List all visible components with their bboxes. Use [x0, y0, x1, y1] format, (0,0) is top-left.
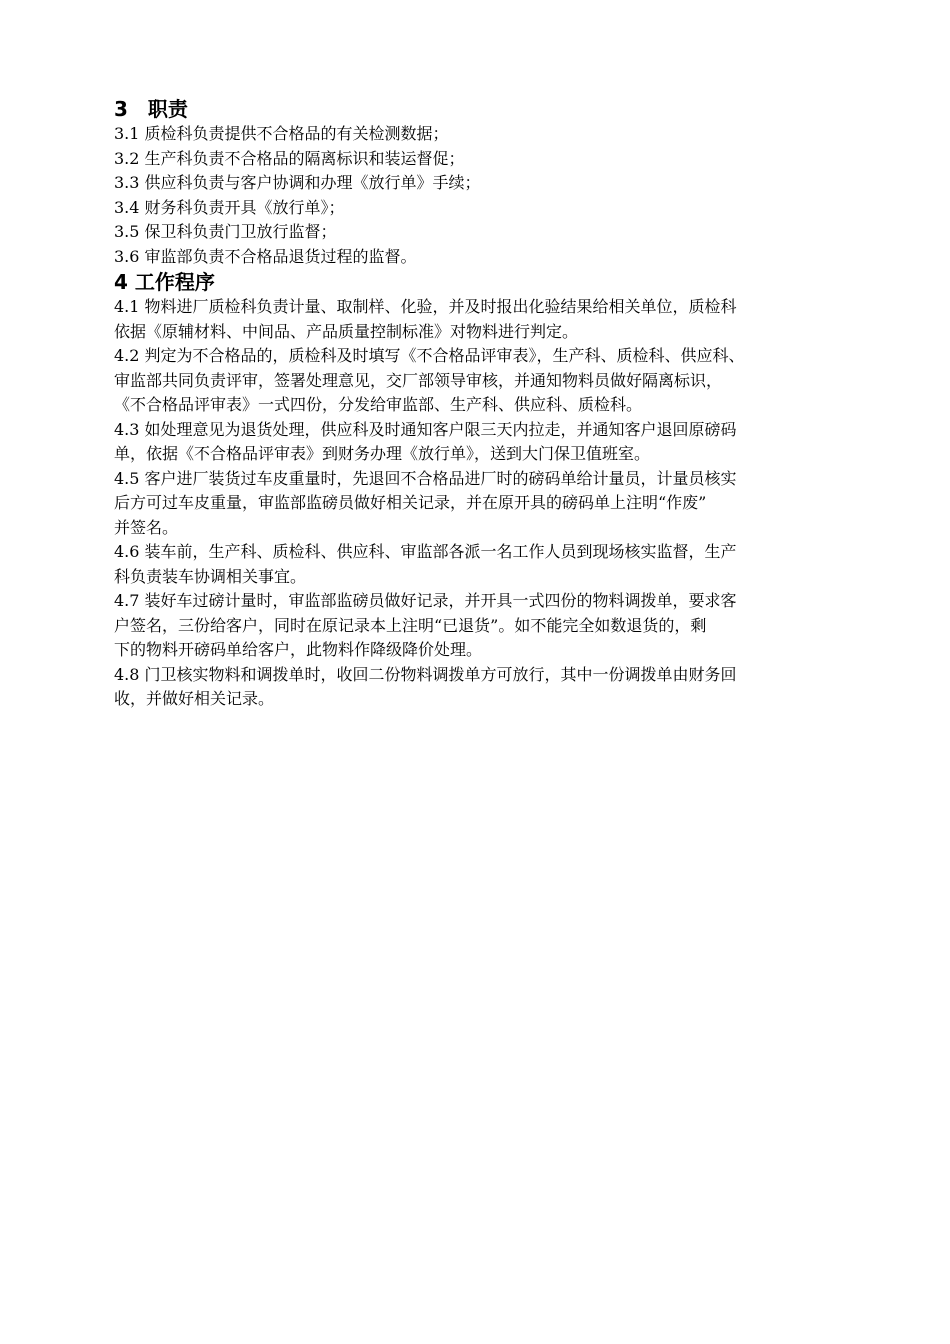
text-line: 审监部共同负责评审，签署处理意见，交厂部领导审核，并通知物料员做好隔离标识， — [114, 370, 723, 390]
text-line: 3.3 供应科负责与客户协调和办理《放行单》手续； — [114, 173, 481, 192]
text-line: 4.8 门卫核实物料和调拨单时，收回二份物料调拨单方可放行，其中一份调拨单由财务回 — [114, 664, 737, 684]
text-line: 4.2 判定为不合格品的，质检科及时填写《不合格品评审表》，生产科、质检科、供应科、 — [114, 346, 745, 365]
section-heading: 3 职责 — [114, 97, 188, 121]
text-line: 4.7 装好车过磅计量时，审监部监磅员做好记录，并开具一式四份的物料调拨单，要求客 — [114, 591, 737, 610]
section-responsibilities — [114, 96, 874, 269]
text-line: 4.3 如处理意见为退货处理，供应科及时通知客户限三天内拉走，并通知客户退回原磅码 — [114, 419, 737, 439]
text-line: 收，并做好相关记录。 — [114, 689, 275, 708]
section-work-procedure — [114, 269, 874, 712]
section-heading: 4 工作程序 — [114, 270, 215, 294]
text-line: 下的物料开磅码单给客户，此物料作降级降价处理。 — [114, 640, 483, 659]
text-line: 后方可过车皮重量，审监部监磅员做好相关记录，并在原开具的磅码单上注明“作废” — [114, 493, 707, 512]
text-line: 科负责装车协调相关事宜。 — [114, 566, 307, 586]
text-line: 3.5 保卫科负责门卫放行监督； — [114, 222, 337, 241]
text-line: 单，依据《不合格品评审表》到财务办理《放行单》，送到大门保卫值班室。 — [114, 444, 651, 463]
text-line: 并签名。 — [114, 517, 179, 537]
text-line: 3.1 质检科负责提供不合格品的有关检测数据； — [114, 124, 449, 143]
text-line: 4.6 装车前，生产科、质检科、供应科、审监部各派一名工作人员到现场核实监督，生产 — [114, 542, 737, 561]
text-line: 4.5 客户进厂装货过车皮重量时，先退回不合格品进厂时的磅码单给计量员，计量员核实 — [114, 468, 737, 488]
document-body — [114, 96, 874, 712]
text-line: 4.1 物料进厂质检科负责计量、取制样、化验，并及时报出化验结果给相关单位，质检科 — [114, 297, 737, 316]
text-line: 户签名，三份给客户，同时在原记录本上注明“已退货”。如不能完全如数退货的，剩 — [114, 615, 707, 635]
text-line: 3.4 财务科负责开具《放行单》； — [114, 197, 345, 217]
text-line: 3.6 审监部负责不合格品退货过程的监督。 — [114, 246, 417, 266]
text-line: 《不合格品评审表》一式四份，分发给审监部、生产科、供应科、质检科。 — [114, 395, 643, 414]
text-line: 依据《原辅材料、中间品、产品质量控制标准》对物料进行判定。 — [114, 321, 579, 341]
text-line: 3.2 生产科负责不合格品的隔离标识和装运督促； — [114, 148, 465, 168]
